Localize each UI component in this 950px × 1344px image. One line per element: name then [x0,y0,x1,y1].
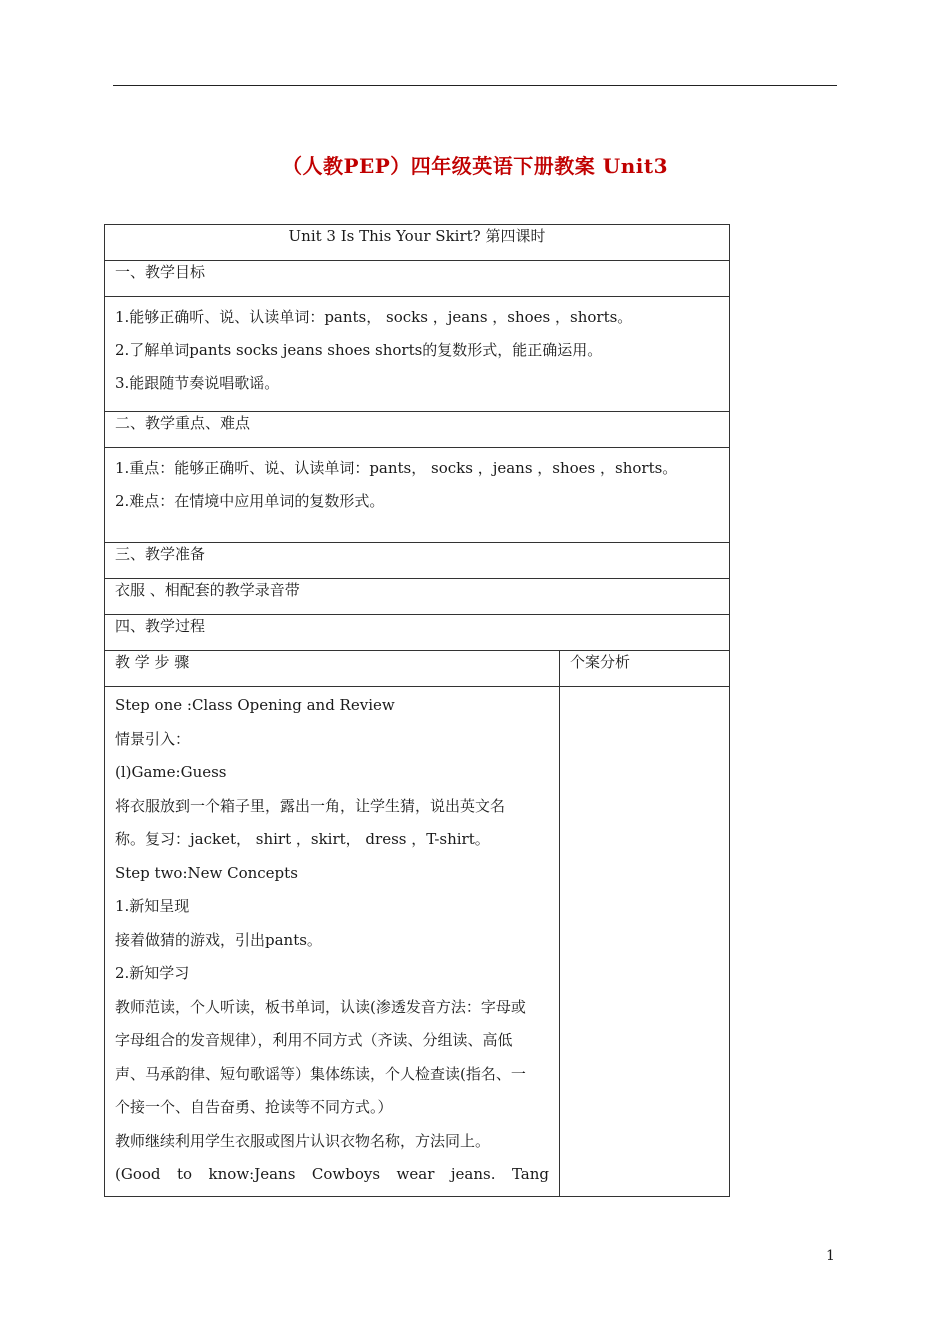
analysis-column-content [560,687,730,1197]
process-heading: 四、教学过程 [105,615,730,651]
steps-column-header: 教 学 步 骤 [105,651,560,687]
process-line: 将衣服放到一个箱子里，露出一角，让学生猜，说出英文名 [115,796,506,815]
goal-line: 1.能够正确听、说、认读单词：pants， socks ，jeans ，shoes ，shorts。 [115,308,633,326]
process-steps-content [105,687,560,1197]
process-line: 称。复习：jacket， shirt ，skirt， dress ，T-shirt。 [115,830,490,848]
key-points-content [105,448,730,543]
lesson-heading: Unit 3 Is This Your Skirt? 第四课时 [105,225,730,261]
header-rule [113,85,837,86]
process-line: 字母组合的发音规律），利用不同方式（齐读、分组读、高低 [115,1031,513,1049]
process-line: (Good to know:Jeans Cowboys wear jeans. Tang [115,1165,549,1183]
process-line: (l)Game:Guess [115,763,227,781]
preparation-content: 衣服 、相配套的教学录音带 [105,579,730,615]
process-line: 声、马承韵律、短句歌谣等）集体练读，个人检查读(指名、一 [115,1064,526,1083]
goals-content [105,297,730,412]
process-line: 1.新知呈现 [115,897,190,915]
process-line: 情景引入： [115,729,191,748]
process-line: 教师继续利用学生衣服或图片认识衣物名称，方法同上。 [115,1131,491,1150]
key-point-line: 1.重点：能够正确听、说、认读单词：pants， socks ，jeans ，shoes ，shorts。 [115,459,678,477]
page-number: 1 [826,1248,835,1264]
process-line: 教师范读，个人听读，板书单词，认读(渗透发音方法：字母或 [115,997,526,1016]
process-line: 接着做猜的游戏，引出pants。 [115,930,322,949]
process-line: Step two:New Concepts [115,863,298,882]
key-points-heading: 二、教学重点、难点 [105,412,730,448]
lesson-plan-table [104,224,730,1197]
process-line: Step one :Class Opening and Review [115,696,395,714]
document-title: （人教PEP）四年级英语下册教案 Unit3 [281,154,669,178]
preparation-heading: 三、教学准备 [105,543,730,579]
process-line: 个接一个、自告奋勇、抢读等不同方式。） [115,1098,393,1116]
goal-line: 2.了解单词pants socks jeans shoes shorts的复数形式，能正确运用。 [115,341,603,359]
goals-heading: 一、教学目标 [105,261,730,297]
key-point-line: 2.难点：在情境中应用单词的复数形式。 [115,492,385,510]
goal-line: 3.能跟随节奏说唱歌谣。 [115,374,280,392]
analysis-column-header: 个案分析 [560,651,730,687]
process-line: 2.新知学习 [115,964,190,982]
